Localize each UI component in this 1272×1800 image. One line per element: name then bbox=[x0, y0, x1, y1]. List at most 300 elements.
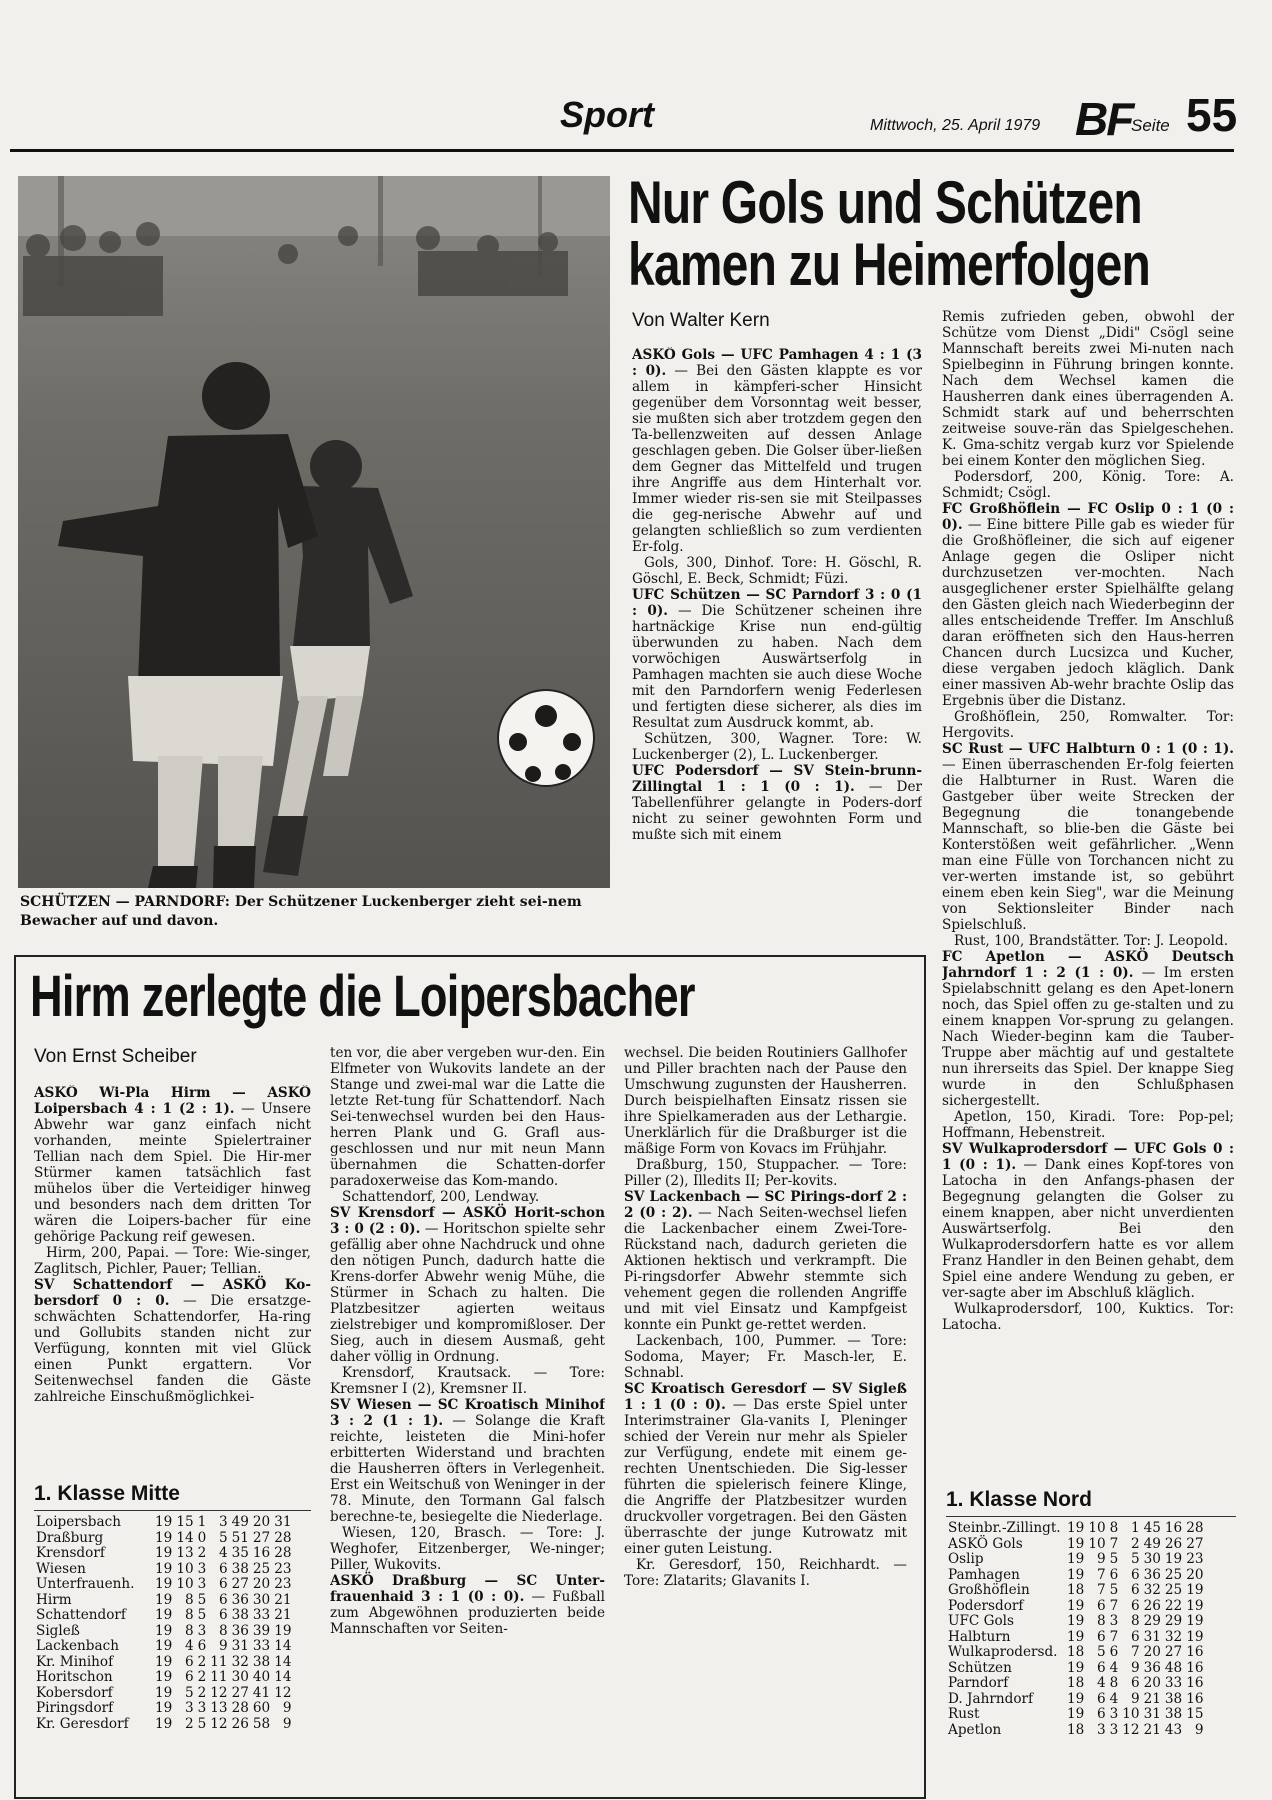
table-row bbox=[946, 1583, 1206, 1599]
article1-headline-line1: Nur Gols und Schützen bbox=[628, 169, 1142, 236]
stat-cell: 21 bbox=[1143, 1690, 1161, 1707]
stat-cell: 6 bbox=[218, 1576, 228, 1592]
stat-cell: 20 bbox=[252, 1514, 271, 1530]
stat-cell: 5 bbox=[218, 1529, 228, 1546]
stat-cell: 4 bbox=[1096, 1675, 1106, 1691]
table-row bbox=[946, 1568, 1206, 1584]
stat-cell: 3 bbox=[1109, 1706, 1119, 1722]
stat-cell: 23 bbox=[274, 1576, 292, 1592]
paragraph: Gols, 300, Dinhof. Tore: H. Göschl, R. Göschl, E. Beck, Schmidt; Füzi. bbox=[632, 555, 922, 587]
paragraph: SV Lackenbach — SC Pirings-dorf 2 : 2 (0 : 2). — Nach Seiten-wechsel liefen die Lackenbacher einem Zwei-Tore-Rückstand nach, dadurch gerieten die Aktionen hektisch und verkrampft. Die Pi-ringsdorfer Abwehr stemmte sich vehement gegen die rollenden Angriffe und mit viel Einsatz und Kampfgeist konnte ein Punkt ge-rettet werden. bbox=[624, 1189, 907, 1333]
stat-cell: 8 bbox=[184, 1607, 194, 1623]
stat-cell: 12 bbox=[274, 1684, 292, 1701]
team-name: Kr. Minihof bbox=[36, 1653, 114, 1670]
team-name: UFC Gols bbox=[948, 1613, 1014, 1629]
stat-cell: 19 bbox=[1067, 1628, 1085, 1645]
stat-cell: 11 bbox=[210, 1653, 228, 1670]
stat-cell: 7 bbox=[1130, 1644, 1140, 1660]
table-row bbox=[34, 1515, 294, 1531]
stat-cell: 58 bbox=[252, 1715, 271, 1732]
team-name: Sigleß bbox=[36, 1622, 80, 1639]
stat-cell: 5 bbox=[197, 1715, 207, 1732]
team-name: Wulkaprodersd. bbox=[948, 1644, 1058, 1660]
stat-cell: 36 bbox=[231, 1591, 249, 1608]
stat-cell: 36 bbox=[1143, 1659, 1161, 1676]
stat-cell: 51 bbox=[231, 1529, 249, 1546]
stat-cell: 16 bbox=[1186, 1659, 1204, 1676]
stat-cell: 9 bbox=[282, 1715, 292, 1732]
stat-cell: 6 bbox=[1109, 1566, 1119, 1583]
article2-col1 bbox=[34, 1085, 311, 1455]
paragraph: ten vor, die aber vergeben wur-den. Ein Elfmeter von Wukovits landete an der Stange und zwei-mal war die Latte die letzte Ret-tung für Schattendorf. Nach Sei-tenwechsel wurden bei den Haus-herren Plank und G. Grafl aus-geschlossen und nur mit neun Mann übernahmen die Schatten-dorfer paradoxerweise das Kom-mando. bbox=[330, 1045, 605, 1189]
table-mitte-title: 1. Klasse Mitte bbox=[34, 1482, 180, 1505]
team-name: D. Jahrndorf bbox=[948, 1690, 1034, 1707]
team-name: Loipersbach bbox=[36, 1514, 121, 1530]
stat-cell: 12 bbox=[1122, 1721, 1140, 1738]
table-row bbox=[946, 1723, 1206, 1739]
stat-cell: 31 bbox=[1143, 1628, 1161, 1645]
stat-cell: 27 bbox=[231, 1576, 249, 1592]
stat-cell: 27 bbox=[252, 1529, 271, 1546]
stat-cell: 40 bbox=[252, 1669, 271, 1685]
stat-cell: 19 bbox=[155, 1684, 173, 1701]
team-name: Podersdorf bbox=[948, 1597, 1024, 1614]
stat-cell: 33 bbox=[1164, 1675, 1183, 1691]
team-name: ASKÖ Gols bbox=[948, 1535, 1023, 1552]
paragraph: SC Kroatisch Geresdorf — SV Sigleß 1 : 1 (0 : 0). — Das erste Spiel unter Interimstrainer Gla-vanits I, Pleninger schied der Verein nur mehr als Spieler zur Verfügung, endete mit einem ge-rechten Unentschieden. Die Sig-lesser führten die spielerisch feinere Klinge, die Angriffe der Platzbesitzer wurden druckvoller vorgetragen. Bei den Gästen überraschte der junge Kutrowatz mit einer guten Leistung. bbox=[624, 1381, 907, 1557]
stat-cell: 6 bbox=[1130, 1566, 1140, 1583]
stat-cell: 19 bbox=[1186, 1613, 1204, 1629]
article2-headline: Hirm zerlegte die Loipersbacher bbox=[30, 964, 695, 1029]
stat-cell: 6 bbox=[1096, 1706, 1106, 1722]
stat-cell: 7 bbox=[1109, 1597, 1119, 1614]
table-row bbox=[946, 1599, 1206, 1615]
stat-cell: 27 bbox=[231, 1684, 249, 1701]
stat-cell: 7 bbox=[1096, 1582, 1106, 1598]
stat-cell: 3 bbox=[1096, 1721, 1106, 1738]
stat-cell: 20 bbox=[252, 1576, 271, 1592]
stat-cell: 41 bbox=[252, 1684, 271, 1701]
stat-cell: 20 bbox=[1186, 1566, 1204, 1583]
stat-cell: 19 bbox=[155, 1560, 173, 1577]
stat-cell: 22 bbox=[1164, 1597, 1183, 1614]
team-name: Horitschon bbox=[36, 1669, 113, 1685]
paragraph: Wiesen, 120, Brasch. — Tore: J. Weghofer, Eitzenberger, We-ninger; Piller, Wukovits. bbox=[330, 1525, 605, 1573]
page-label: Seite bbox=[1131, 116, 1170, 135]
stat-cell: 7 bbox=[1109, 1535, 1119, 1552]
photo-caption bbox=[20, 893, 612, 931]
stat-cell: 32 bbox=[1164, 1628, 1183, 1645]
stat-cell: 8 bbox=[184, 1622, 194, 1639]
stat-cell: 48 bbox=[1164, 1659, 1183, 1676]
team-name: Schattendorf bbox=[36, 1607, 126, 1623]
stat-cell: 30 bbox=[252, 1591, 271, 1608]
table-row bbox=[34, 1608, 294, 1624]
stat-cell: 38 bbox=[231, 1560, 249, 1577]
stat-cell: 30 bbox=[231, 1669, 249, 1685]
stat-cell: 16 bbox=[1186, 1675, 1204, 1691]
table-mitte bbox=[34, 1482, 311, 1732]
paragraph: wechsel. Die beiden Routiniers Gallhofer und Piller brachten nach der Pause den Umschwung zugunsten der Hausherren. Durch beispielhaften Einsatz rissen sie ihre Spielkameraden aus der Lethargie. Unerklärlich für die Draßburger ist die mäßige Form von Kovacs im Frühjahr. bbox=[624, 1045, 907, 1157]
paragraph: Hirm, 200, Papai. — Tore: Wie-singer, Zaglitsch, Pichler, Pauer; Tellian. bbox=[34, 1245, 311, 1277]
team-name: Oslip bbox=[948, 1551, 984, 1567]
stat-cell: 1 bbox=[1130, 1520, 1140, 1536]
stat-cell: 5 bbox=[197, 1591, 207, 1608]
team-name: Kr. Geresdorf bbox=[36, 1715, 129, 1732]
stat-cell: 28 bbox=[231, 1700, 249, 1716]
caption-lead: SCHÜTZEN — PARNDORF: bbox=[20, 894, 230, 910]
stat-cell: 10 bbox=[1122, 1706, 1140, 1722]
stat-cell: 19 bbox=[1186, 1597, 1204, 1614]
stat-cell: 14 bbox=[274, 1669, 292, 1685]
stat-cell: 28 bbox=[274, 1529, 292, 1546]
stat-cell: 6 bbox=[184, 1653, 194, 1670]
table-row bbox=[34, 1546, 294, 1562]
stat-cell: 38 bbox=[1164, 1706, 1183, 1722]
stat-cell: 0 bbox=[197, 1529, 207, 1546]
paragraph: SV Schattendorf — ASKÖ Ko-bersdorf 0 : 0. — Die ersatzge-schwächten Schattendorfer, Ha-ring und Gollubits standen nicht zur Verfügung, konnten mit viel Glück einen Punkt ergattern. Vor Seitenwechsel fanden die Gäste zahlreiche Einschußmöglichkei- bbox=[34, 1277, 311, 1405]
stat-cell: 4 bbox=[1109, 1659, 1119, 1676]
stat-cell: 1 bbox=[197, 1514, 207, 1530]
article1-col2 bbox=[942, 309, 1234, 1524]
stat-cell: 19 bbox=[155, 1669, 173, 1685]
stat-cell: 6 bbox=[1130, 1675, 1140, 1691]
stat-cell: 10 bbox=[1088, 1520, 1106, 1536]
paragraph: Remis zufrieden geben, obwohl der Schütze vom Dienst „Didi" Csögl seine Mannschaft bereits zwei Mi-nuten nach Spielbeginn in Führung bringen konnte. Nach dem Wechsel kamen die Hausherren dank eines überragenden A. Schmidt stark auf und beherrschten zeitweise souve-rän das Spielgeschehen. K. Gma-schitz vergab kurz vor Spielende bei einem Konter den möglichen Sieg. bbox=[942, 309, 1234, 469]
stat-cell: 14 bbox=[274, 1653, 292, 1670]
stat-cell: 13 bbox=[210, 1700, 228, 1716]
stat-cell: 7 bbox=[1096, 1566, 1106, 1583]
stat-cell: 6 bbox=[218, 1607, 228, 1623]
stat-cell: 8 bbox=[1109, 1675, 1119, 1691]
stat-cell: 3 bbox=[1109, 1613, 1119, 1629]
team-name: Steinbr.-Zillingt. bbox=[948, 1520, 1061, 1536]
team-name: Hirm bbox=[36, 1591, 72, 1608]
paragraph: Wulkaprodersdorf, 100, Kuktics. Tor: Latocha. bbox=[942, 1301, 1234, 1333]
stat-cell: 27 bbox=[1186, 1535, 1204, 1552]
paragraph: Krensdorf, Krautsack. — Tore: Kremsner I (2), Kremsner II. bbox=[330, 1365, 605, 1397]
team-name: Rust bbox=[948, 1706, 980, 1722]
stat-cell: 28 bbox=[1186, 1520, 1204, 1536]
stat-cell: 19 bbox=[155, 1715, 173, 1732]
stat-cell: 14 bbox=[176, 1529, 194, 1546]
table-row bbox=[946, 1537, 1206, 1553]
stat-cell: 28 bbox=[274, 1545, 292, 1561]
stat-cell: 45 bbox=[1143, 1520, 1161, 1536]
match-photo bbox=[18, 176, 610, 888]
stat-cell: 9 bbox=[1096, 1551, 1106, 1567]
stat-cell: 25 bbox=[1164, 1582, 1183, 1598]
paragraph: FC Großhöflein — FC Oslip 0 : 1 (0 : 0). — Eine bittere Pille gab es wieder für die Großhöfleiner, die sich auf eigener Anlage gegen die Osliper nicht durchzusetzen ver-mochten. Nach ausgeglichener erster Spielhälfte gelang den Gästen gleich nach Wiederbeginn der alles entscheidende Treffer. Im Anschluß daran eröffneten sich den Haus-herren Chancen durch Lucsizca und Kucher, diese vergaben jedoch kläglich. Dank einer massiven Ab-wehr brachte Oslip das Ergebnis über die Distanz. bbox=[942, 501, 1234, 709]
stat-cell: 20 bbox=[1143, 1644, 1161, 1660]
stat-cell: 32 bbox=[231, 1653, 249, 1670]
paragraph: Draßburg, 150, Stuppacher. — Tore: Piller (2), Illedits II; Per-kovits. bbox=[624, 1157, 907, 1189]
stat-cell: 6 bbox=[1096, 1597, 1106, 1614]
stat-cell: 19 bbox=[155, 1576, 173, 1592]
stat-cell: 8 bbox=[1096, 1613, 1106, 1629]
stat-cell: 6 bbox=[197, 1638, 207, 1654]
stat-cell: 16 bbox=[1164, 1520, 1183, 1536]
stat-cell: 2 bbox=[184, 1715, 194, 1732]
stat-cell: 5 bbox=[1109, 1582, 1119, 1598]
paragraph: Rust, 100, Brandstätter. Tor: J. Leopold. bbox=[954, 933, 1229, 949]
paragraph: SV Krensdorf — ASKÖ Horit-schon 3 : 0 (2 : 0). — Horitschon spielte sehr gefällig aber ohne Nachdruck und ohne den nötigen Punch, dadurch hatte die Krens-dorfer Abwehr wenig Mühe, die Stürmer in Schach zu halten. Die Platzbesitzer agierten weitaus zielstrebiger und kompromißloser. Der Sieg, auch in diesem Ausmaß, geht daher völlig in Ordnung. bbox=[330, 1205, 605, 1365]
stat-cell: 9 bbox=[1194, 1721, 1204, 1738]
team-name: Krensdorf bbox=[36, 1545, 105, 1561]
table-nord-title: 1. Klasse Nord bbox=[946, 1488, 1092, 1511]
stat-cell: 3 bbox=[197, 1700, 207, 1716]
stat-cell: 19 bbox=[1067, 1659, 1085, 1676]
paragraph: Apetlon, 150, Kiradi. Tore: Pop-pel; Hoffmann, Hebenstreit. bbox=[942, 1109, 1234, 1141]
paragraph: Großhöflein, 250, Romwalter. Tor: Hergovits. bbox=[942, 709, 1234, 741]
stat-cell: 19 bbox=[1067, 1613, 1085, 1629]
table-nord bbox=[946, 1488, 1236, 1738]
stat-cell: 8 bbox=[184, 1591, 194, 1608]
stat-cell: 19 bbox=[155, 1700, 173, 1716]
stat-cell: 26 bbox=[1143, 1597, 1161, 1614]
stat-cell: 19 bbox=[1067, 1690, 1085, 1707]
stat-cell: 26 bbox=[1164, 1535, 1183, 1552]
table-row bbox=[946, 1552, 1206, 1568]
table-row bbox=[946, 1614, 1206, 1630]
stat-cell: 3 bbox=[197, 1622, 207, 1639]
stat-cell: 19 bbox=[155, 1514, 173, 1530]
stat-cell: 19 bbox=[155, 1529, 173, 1546]
stat-cell: 16 bbox=[1186, 1690, 1204, 1707]
stat-cell: 19 bbox=[1186, 1628, 1204, 1645]
team-name: Lackenbach bbox=[36, 1638, 119, 1654]
article2-col3 bbox=[624, 1045, 907, 1790]
stat-cell: 6 bbox=[218, 1591, 228, 1608]
stat-cell: 3 bbox=[1109, 1721, 1119, 1738]
stat-cell: 10 bbox=[1088, 1535, 1106, 1552]
stat-cell: 10 bbox=[176, 1560, 194, 1577]
stat-cell: 18 bbox=[1067, 1721, 1085, 1738]
stat-cell: 2 bbox=[197, 1669, 207, 1685]
stat-cell: 23 bbox=[1186, 1551, 1204, 1567]
stat-cell: 60 bbox=[252, 1700, 271, 1716]
table-row bbox=[34, 1670, 294, 1686]
caption-text: Der Schützener Luckenberger zieht sei-nem Bewacher auf und davon. bbox=[20, 894, 582, 929]
stat-cell: 18 bbox=[1067, 1582, 1085, 1598]
stat-cell: 16 bbox=[252, 1545, 271, 1561]
section-title: Sport bbox=[560, 94, 654, 135]
team-name: Großhöflein bbox=[948, 1582, 1030, 1598]
stat-cell: 38 bbox=[1164, 1690, 1183, 1707]
stat-cell: 30 bbox=[1143, 1551, 1161, 1567]
table-mitte-grid bbox=[34, 1515, 294, 1732]
table-row bbox=[946, 1707, 1206, 1723]
stat-cell: 29 bbox=[1164, 1613, 1183, 1629]
stat-cell: 2 bbox=[1130, 1535, 1140, 1552]
stat-cell: 23 bbox=[274, 1560, 292, 1577]
team-name: Parndorf bbox=[948, 1675, 1009, 1691]
paragraph: SC Rust — UFC Halbturn 0 : 1 (0 : 1). — Einen überraschenden Er-folg feierten die Halbturner in Rust. Waren die Gastgeber über weite Strecken der Begegnung die tonangebende Mannschaft, so blie-ben die Gäste bei Konterstößen weit gefährlicher. „Wenn man eine Fülle von Torchancen nicht zu ver-werten imstande ist, so gebührt einem eben kein Sieg", war die Meinung von Sektionsleiter Binder nach Spielschluß. bbox=[942, 741, 1234, 933]
stat-cell: 25 bbox=[1164, 1566, 1183, 1583]
stat-cell: 31 bbox=[274, 1514, 292, 1530]
stat-cell: 19 bbox=[1067, 1520, 1085, 1536]
paragraph: Schützen, 300, Wagner. Tore: W. Luckenberger (2), L. Luckenberger. bbox=[632, 731, 922, 763]
stat-cell: 33 bbox=[252, 1607, 271, 1623]
stat-cell: 20 bbox=[1143, 1675, 1161, 1691]
table-row bbox=[946, 1521, 1206, 1537]
article1-col1 bbox=[632, 347, 922, 932]
table-row bbox=[34, 1639, 294, 1655]
stat-cell: 19 bbox=[155, 1653, 173, 1670]
table-row bbox=[946, 1661, 1206, 1677]
article1-headline-line2: kamen zu Heimerfolgen bbox=[628, 231, 1151, 298]
stat-cell: 33 bbox=[252, 1638, 271, 1654]
stat-cell: 6 bbox=[184, 1669, 194, 1685]
stat-cell: 13 bbox=[176, 1545, 194, 1561]
team-name: Kobersdorf bbox=[36, 1684, 113, 1701]
stat-cell: 3 bbox=[197, 1560, 207, 1577]
stat-cell: 19 bbox=[1067, 1535, 1085, 1552]
stat-cell: 32 bbox=[1143, 1582, 1161, 1598]
table-row bbox=[34, 1562, 294, 1578]
paragraph: ASKÖ Wi-Pla Hirm — ASKÖ Loipersbach 4 : 1 (2 : 1). — Unsere Abwehr war ganz einfach nicht vorhanden, meinte Spielertrainer Tellian nach dem Spiel. Die Hir-mer Stürmer kamen tatsächlich fast mühelos über die Verteidiger hinweg und besonders nach dem dritten Tor wären die Loipers-bacher für eine gehörige Packung reif gewesen. bbox=[34, 1085, 311, 1245]
table-row bbox=[946, 1630, 1206, 1646]
stat-cell: 7 bbox=[1109, 1628, 1119, 1645]
stat-cell: 35 bbox=[231, 1545, 249, 1561]
newspaper-logo: BF bbox=[1075, 93, 1133, 145]
stat-cell: 6 bbox=[1130, 1597, 1140, 1614]
stat-cell: 9 bbox=[1130, 1659, 1140, 1676]
stat-cell: 38 bbox=[252, 1653, 271, 1670]
paragraph: Kr. Geresdorf, 150, Reichhardt. — Tore: Zlatarits; Glavanits I. bbox=[624, 1557, 907, 1589]
stat-cell: 19 bbox=[155, 1545, 173, 1561]
stat-cell: 11 bbox=[210, 1669, 228, 1685]
table-row bbox=[34, 1531, 294, 1547]
stat-cell: 2 bbox=[197, 1684, 207, 1701]
table-row bbox=[34, 1655, 294, 1671]
table-row bbox=[34, 1686, 294, 1702]
stat-cell: 6 bbox=[218, 1560, 228, 1577]
stat-cell: 10 bbox=[176, 1576, 194, 1592]
stat-cell: 2 bbox=[197, 1545, 207, 1561]
article2-byline: Von Ernst Scheiber bbox=[34, 1046, 197, 1067]
stat-cell: 36 bbox=[1143, 1566, 1161, 1583]
paragraph: Schattendorf, 200, Lendway. bbox=[342, 1189, 540, 1205]
stat-cell: 19 bbox=[155, 1591, 173, 1608]
stat-cell: 21 bbox=[1143, 1721, 1161, 1738]
stat-cell: 6 bbox=[1130, 1582, 1140, 1598]
stat-cell: 18 bbox=[1067, 1644, 1085, 1660]
table-rule bbox=[34, 1510, 311, 1511]
stat-cell: 5 bbox=[184, 1684, 194, 1701]
stat-cell: 15 bbox=[1186, 1706, 1204, 1722]
stat-cell: 31 bbox=[231, 1638, 249, 1654]
stat-cell: 36 bbox=[231, 1622, 249, 1639]
team-name: Schützen bbox=[948, 1659, 1012, 1676]
stat-cell: 19 bbox=[1067, 1706, 1085, 1722]
stat-cell: 19 bbox=[155, 1638, 173, 1654]
stat-cell: 19 bbox=[1067, 1551, 1085, 1567]
stat-cell: 49 bbox=[1143, 1535, 1161, 1552]
stat-cell: 26 bbox=[231, 1715, 249, 1732]
stat-cell: 3 bbox=[197, 1576, 207, 1592]
paragraph: Lackenbach, 100, Pummer. — Tore: Sodoma, Mayer; Fr. Masch-ler, E. Schnabl. bbox=[624, 1333, 907, 1381]
article1-byline: Von Walter Kern bbox=[632, 310, 770, 331]
stat-cell: 3 bbox=[218, 1514, 228, 1530]
paragraph: UFC Podersdorf — SV Stein-brunn-Zillingtal 1 : 1 (0 : 1). — Der Tabellenführer gelangte in Poders-dorf nicht zu seiner gewohnten Form und mußte sich mit einem bbox=[632, 763, 922, 843]
stat-cell: 8 bbox=[218, 1622, 228, 1639]
stat-cell: 5 bbox=[1109, 1551, 1119, 1567]
paragraph: ASKÖ Draßburg — SC Unter-frauenhaid 3 : 1 (0 : 0). — Fußball zum Abgewöhnen produzierten beide Mannschaften vor Seiten- bbox=[330, 1573, 605, 1637]
stat-cell: 29 bbox=[1143, 1613, 1161, 1629]
stat-cell: 38 bbox=[231, 1607, 249, 1623]
paragraph: FC Apetlon — ASKÖ Deutsch Jahrndorf 1 : 2 (1 : 0). — Im ersten Spielabschnitt gelang es den Apet-lonern noch, das Spiel offen zu ge-stalten und zu einem knappen Vor-sprung zu gelangen. Nach Wieder-beginn kam die Tauber-Truppe aber mächtig auf und gestaltete nun ihrerseits das Spiel. Der knappe Sieg wurde in den Schlußphasen sichergestellt. bbox=[942, 949, 1234, 1109]
stat-cell: 27 bbox=[1164, 1644, 1183, 1660]
stat-cell: 21 bbox=[274, 1607, 292, 1623]
stat-cell: 19 bbox=[1067, 1597, 1085, 1614]
team-name: Apetlon bbox=[948, 1721, 1002, 1738]
stat-cell: 19 bbox=[155, 1622, 173, 1639]
stat-cell: 6 bbox=[1096, 1659, 1106, 1676]
stat-cell: 5 bbox=[197, 1607, 207, 1623]
stat-cell: 43 bbox=[1164, 1721, 1183, 1738]
table-row bbox=[34, 1717, 294, 1733]
table-row bbox=[946, 1692, 1206, 1708]
stat-cell: 6 bbox=[1109, 1644, 1119, 1660]
header-rule bbox=[10, 149, 1234, 152]
article2-col2 bbox=[330, 1045, 605, 1790]
table-rule bbox=[946, 1516, 1236, 1517]
team-name: Pamhagen bbox=[948, 1566, 1020, 1583]
stat-cell: 12 bbox=[210, 1715, 228, 1732]
stat-cell: 2 bbox=[197, 1653, 207, 1670]
table-row bbox=[946, 1676, 1206, 1692]
stat-cell: 9 bbox=[218, 1638, 228, 1654]
stat-cell: 19 bbox=[1164, 1551, 1183, 1567]
stat-cell: 8 bbox=[1109, 1520, 1119, 1536]
stat-cell: 31 bbox=[1143, 1706, 1161, 1722]
stat-cell: 19 bbox=[1067, 1566, 1085, 1583]
paragraph: Podersdorf, 200, König. Tore: A. Schmidt; Csögl. bbox=[942, 469, 1234, 501]
stat-cell: 4 bbox=[1109, 1690, 1119, 1707]
stat-cell: 21 bbox=[274, 1591, 292, 1608]
table-row bbox=[946, 1645, 1206, 1661]
stat-cell: 5 bbox=[1130, 1551, 1140, 1567]
stat-cell: 19 bbox=[155, 1607, 173, 1623]
table-nord-grid bbox=[946, 1521, 1206, 1738]
stat-cell: 4 bbox=[184, 1638, 194, 1654]
table-row bbox=[34, 1701, 294, 1717]
team-name: Unterfrauenh. bbox=[36, 1576, 135, 1592]
paragraph: UFC Schützen — SC Parndorf 3 : 0 (1 : 0). — Die Schützener scheinen ihre hartnäckige Krise nun end-gültig überwunden zu haben. Nach dem vorwöchigen Auswärtserfolg in Pamhagen machten sie auch diese Woche mit den Parndorfern wenig Federlesen und fertigten diese sicherer, als dies im Resultat zum Ausdruck kommt, ab. bbox=[632, 587, 922, 731]
article1-headline bbox=[628, 169, 1151, 298]
stat-cell: 18 bbox=[1067, 1675, 1085, 1691]
stat-cell: 16 bbox=[1186, 1644, 1204, 1660]
stat-cell: 6 bbox=[1130, 1628, 1140, 1645]
table-row bbox=[34, 1593, 294, 1609]
stat-cell: 14 bbox=[274, 1638, 292, 1654]
team-name: Halbturn bbox=[948, 1628, 1011, 1645]
stat-cell: 12 bbox=[210, 1684, 228, 1701]
stat-cell: 3 bbox=[184, 1700, 194, 1716]
stat-cell: 15 bbox=[176, 1514, 194, 1530]
paragraph: SV Wiesen — SC Kroatisch Minihof 3 : 2 (1 : 1). — Solange die Kraft reichte, leisteten die Mini-hofer erbitterten Widerstand und brachten die Hausherren öfters in Verlegenheit. Erst ein Weitschuß von Weninger in der 78. Minute, den Tormann Gal falsch berechne-te, besiegelte die Niederlage. bbox=[330, 1397, 605, 1525]
table-row bbox=[34, 1577, 294, 1593]
issue-date: Mittwoch, 25. April 1979 bbox=[870, 117, 1041, 134]
stat-cell: 25 bbox=[252, 1560, 271, 1577]
paragraph: SV Wulkaprodersdorf — UFC Gols 0 : 1 (0 : 1). — Dank eines Kopf-tores von Latocha in den Anfangs-phasen der Begegnung gelangten die Golser zu einem knappen, aber nicht unverdienten Auswärtserfolg. Bei den Wulkaprodersdorfern hatte es vor allem Franz Handler in den Beinen gehabt, dem Spiel eine andere Wendung zu geben, er ver-sagte aber im Abschluß kläglich. bbox=[942, 1141, 1234, 1301]
stat-cell: 4 bbox=[218, 1545, 228, 1561]
stat-cell: 9 bbox=[282, 1700, 292, 1716]
stat-cell: 8 bbox=[1130, 1613, 1140, 1629]
team-name: Wiesen bbox=[36, 1560, 86, 1577]
paragraph: ASKÖ Gols — UFC Pamhagen 4 : 1 (3 : 0). — Bei den Gästen klappte es vor allem in kämpferi-scher Hinsicht gegenüber dem Vorsonntag weit besser, sie mußten sich aber trotzdem gegen den Ta-bellenzweiten auf dessen Anlage geschlagen geben. Die Golser über-ließen dem Gegner das Mittelfeld und trugen ihre Angriffe aus dem Hinterhalt vor. Immer wieder ris-sen sie mit Steilpasses die geg-nerische Abwehr auf und gelangten schließlich so zum verdienten Er-folg. bbox=[632, 347, 922, 555]
